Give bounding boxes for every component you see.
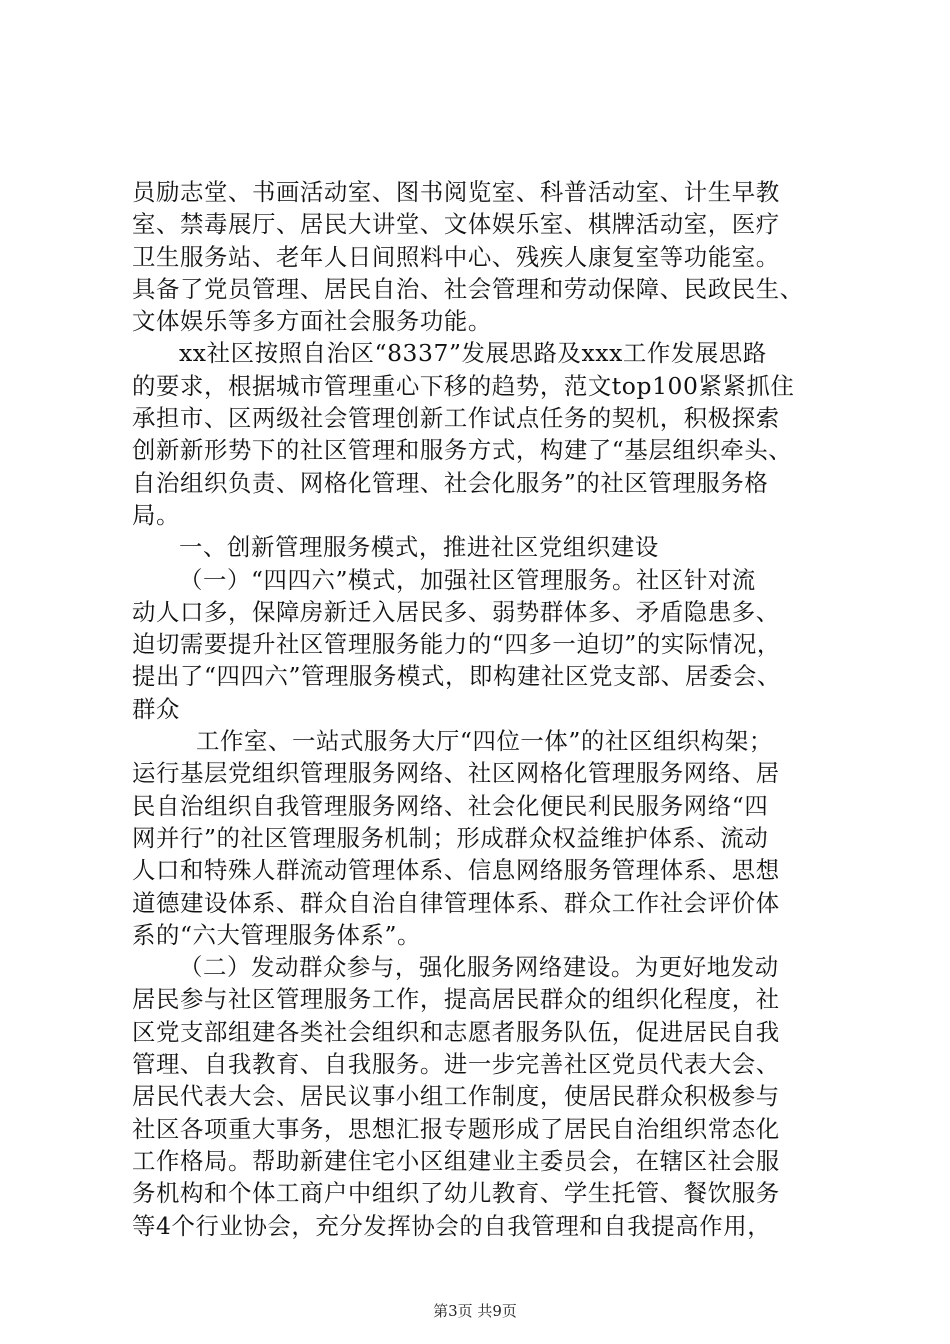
text-line: 群众 [132, 694, 180, 723]
text-line: 卫生服务站、老年人日间照料中心、残疾人康复室等功能室。 [132, 242, 780, 271]
text-line: 居民代表大会、居民议事小组工作制度，使居民群众积极参与 [132, 1082, 780, 1111]
text-line: 室、禁毒展厅、居民大讲堂、文体娱乐室、棋牌活动室，医疗 [132, 210, 780, 239]
page-number-footer: 第3页 共9页 [433, 1302, 517, 1320]
text-line: 道德建设体系、群众自治自律管理体系、群众工作社会评价体 [132, 888, 780, 917]
text-line: 区党支部组建各类社会组织和志愿者服务队伍，促进居民自我 [132, 1017, 780, 1046]
text-line: 的要求，根据城市管理重心下移的趋势，范文top100紧紧抓住 [132, 371, 795, 400]
text-line: 局。 [132, 500, 180, 529]
text-line: 工作格局。帮助新建住宅小区组建业主委员会，在辖区社会服 [132, 1146, 780, 1175]
text-line: 文体娱乐等多方面社会服务功能。 [132, 307, 492, 336]
text-line: 提出了“四四六”管理服务模式，即构建社区党支部、居委会、 [132, 662, 781, 691]
paragraph-start-line: xx社区按照自治区“8337”发展思路及xxx工作发展思路 [179, 339, 767, 368]
text-line: 系的“六大管理服务体系”。 [132, 920, 422, 949]
text-line: 管理、自我教育、自我服务。进一步完善社区党员代表大会、 [132, 1050, 780, 1079]
text-line: 网并行”的社区管理服务机制；形成群众权益维护体系、流动 [132, 823, 769, 852]
text-line: 迫切需要提升社区管理服务能力的“四多一迫切”的实际情况， [132, 630, 781, 659]
subsection-heading-line: （二）发动群众参与，强化服务网络建设。为更好地发动 [179, 953, 779, 982]
text-line: 等4个行业协会，充分发挥协会的自我管理和自我提高作用， [132, 1211, 772, 1240]
subsection-heading-line: （一）“四四六”模式，加强社区管理服务。社区针对流 [179, 565, 756, 594]
paragraph-start-line: 工作室、一站式服务大厅“四位一体”的社区组织构架； [196, 727, 773, 756]
text-line: 自治组织负责、网格化管理、社会化服务”的社区管理服务格 [132, 468, 769, 497]
text-line: 民自治组织自我管理服务网络、社会化便民利民服务网络“四 [132, 791, 769, 820]
section-heading: 一、创新管理服务模式，推进社区党组织建设 [179, 533, 659, 562]
document-body [132, 176, 822, 1242]
text-line: 社区各项重大事务，思想汇报专题形成了居民自治组织常态化 [132, 1114, 780, 1143]
text-line: 承担市、区两级社会管理创新工作试点任务的契机，积极探索 [132, 404, 780, 433]
text-line: 员励志堂、书画活动室、图书阅览室、科普活动室、计生早教 [132, 178, 780, 206]
text-line: 人口和特殊人群流动管理体系、信息网络服务管理体系、思想 [132, 856, 780, 885]
text-line: 运行基层党组织管理服务网络、社区网格化管理服务网络、居 [132, 759, 780, 788]
text-line: 动人口多，保障房新迁入居民多、弱势群体多、矛盾隐患多、 [132, 597, 780, 626]
text-line: 具备了党员管理、居民自治、社会管理和劳动保障、民政民生、 [132, 274, 804, 303]
text-line: 创新新形势下的社区管理和服务方式，构建了“基层组织牵头、 [132, 436, 793, 465]
text-line: 务机构和个体工商户中组织了幼儿教育、学生托管、餐饮服务 [132, 1179, 780, 1208]
text-line: 居民参与社区管理服务工作，提高居民群众的组织化程度，社 [132, 985, 780, 1014]
